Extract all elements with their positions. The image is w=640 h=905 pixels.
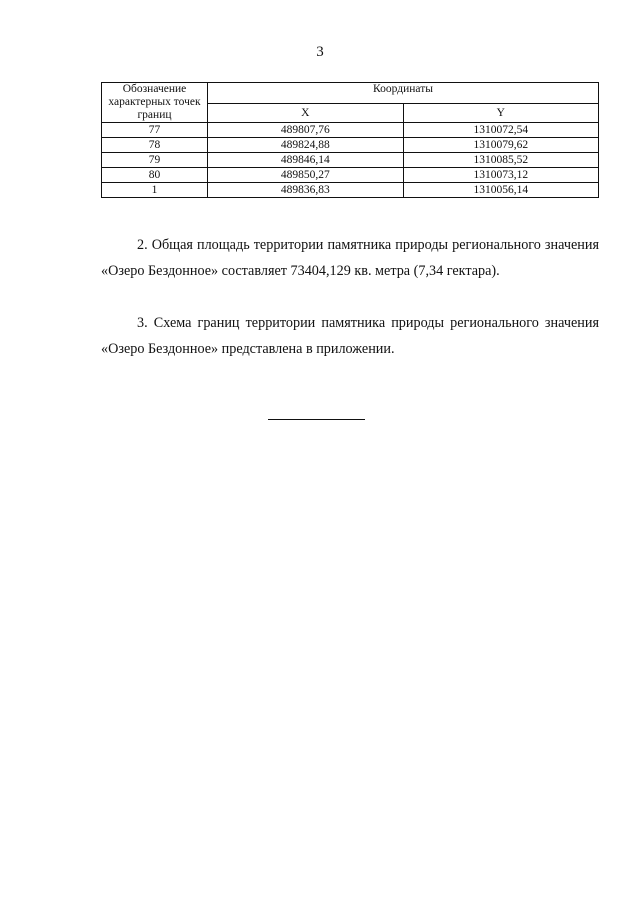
table-row — [102, 168, 599, 183]
closing-rule — [268, 419, 365, 420]
cell-y: 1310073,12 — [403, 168, 599, 183]
table-row — [102, 138, 599, 153]
cell-y: 1310072,54 — [403, 123, 599, 138]
cell-y: 1310085,52 — [403, 153, 599, 168]
header-coordinates: Координаты — [208, 83, 599, 104]
table-row — [102, 153, 599, 168]
cell-point: 77 — [102, 123, 208, 138]
cell-x: 489850,27 — [208, 168, 404, 183]
header-y: Y — [403, 104, 599, 123]
table-row — [102, 183, 599, 198]
cell-point: 1 — [102, 183, 208, 198]
table-row — [102, 123, 599, 138]
cell-point: 78 — [102, 138, 208, 153]
cell-point: 79 — [102, 153, 208, 168]
coordinates-table — [101, 82, 599, 198]
cell-y: 1310079,62 — [403, 138, 599, 153]
header-point-designation: Обозначение характерных точек границ — [102, 83, 208, 123]
paragraph-total-area: 2. Общая площадь территории памятника природы регионального значения «Озеро Бездонное» составляет 73404,129 кв. метра (7,34 гектара). — [101, 237, 599, 279]
cell-y: 1310056,14 — [403, 183, 599, 198]
cell-x: 489824,88 — [208, 138, 404, 153]
cell-point: 80 — [102, 168, 208, 183]
paragraph-boundary-scheme: 3. Схема границ территории памятника природы регионального значения «Озеро Бездонное» представлена в приложении. — [101, 315, 599, 357]
cell-x: 489836,83 — [208, 183, 404, 198]
cell-x: 489807,76 — [208, 123, 404, 138]
page-number: 3 — [316, 44, 324, 60]
cell-x: 489846,14 — [208, 153, 404, 168]
header-x: X — [208, 104, 404, 123]
